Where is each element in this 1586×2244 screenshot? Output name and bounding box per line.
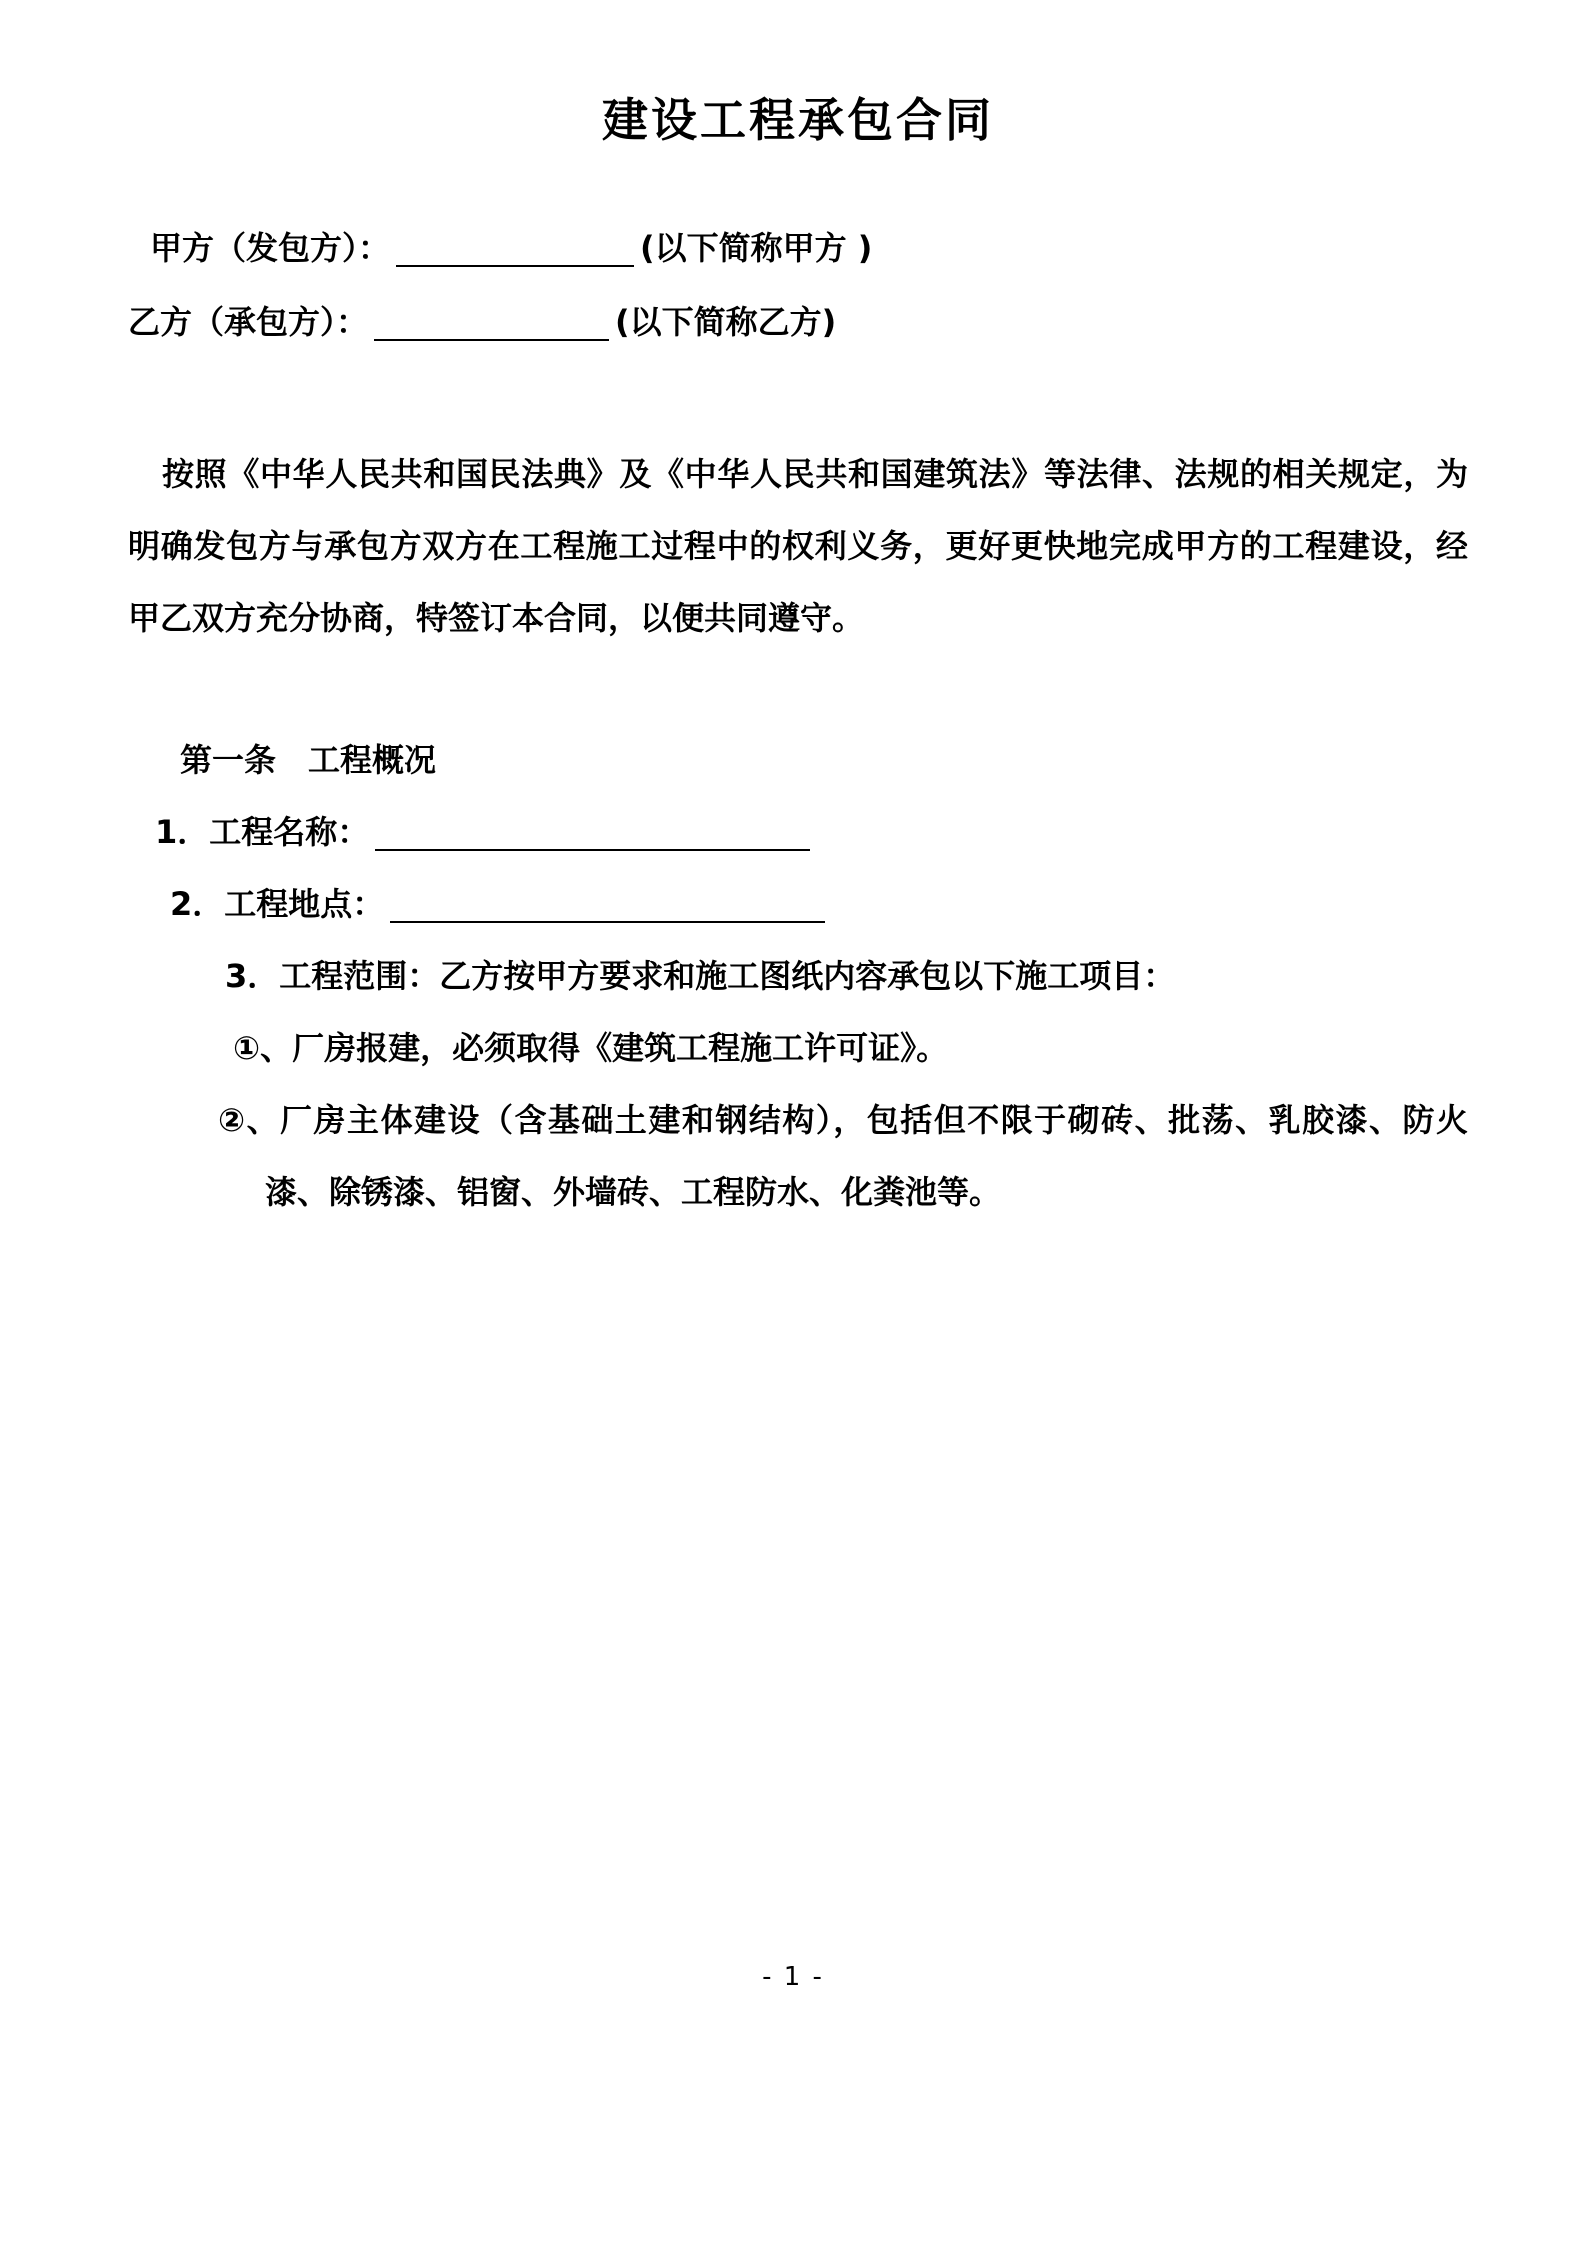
party-b-label: 乙方（承包方）： bbox=[128, 303, 369, 341]
party-a-line bbox=[150, 212, 1468, 284]
party-a-suffix: (以下简称甲方 ) bbox=[640, 229, 873, 267]
party-b-line bbox=[128, 286, 1468, 358]
project-name-blank-field[interactable] bbox=[375, 849, 810, 851]
party-b-blank-field[interactable] bbox=[374, 339, 609, 341]
project-name-line bbox=[155, 796, 1468, 868]
document-title: 建设工程承包合同 bbox=[602, 93, 994, 147]
project-location-blank-field[interactable] bbox=[390, 921, 825, 923]
party-a-blank-field[interactable] bbox=[396, 265, 634, 267]
party-b-suffix: (以下简称乙方) bbox=[615, 303, 837, 341]
project-name-label: 1．工程名称： bbox=[155, 813, 370, 851]
project-location-label: 2．工程地点： bbox=[170, 885, 385, 923]
page-number: - 1 - bbox=[762, 1962, 824, 1992]
project-scope-line: 3．工程范围：乙方按甲方要求和施工图纸内容承包以下施工项目： bbox=[225, 957, 1176, 995]
scope-clause-2: ②、厂房主体建设（含基础土建和钢结构），包括但不限于砌砖、批荡、乳胶漆、防火漆、除锈漆、铝窗、外墙砖、工程防水、化粪池等。 bbox=[218, 1101, 1468, 1211]
party-a-label: 甲方（发包方）： bbox=[150, 229, 391, 267]
section-1-heading: 第一条 工程概况 bbox=[180, 741, 437, 779]
project-location-line bbox=[170, 868, 1468, 940]
scope-clause-1: ①、厂房报建，必须取得《建筑工程施工许可证》。 bbox=[233, 1029, 949, 1067]
preamble-paragraph: 按照《中华人民共和国民法典》及《中华人民共和国建筑法》等法律、法规的相关规定，为明确发包方与承包方双方在工程施工过程中的权利义务，更好更快地完成甲方的工程建设，经甲乙双方充分协商，特签订本合同，以便共同遵守。 bbox=[128, 455, 1468, 637]
